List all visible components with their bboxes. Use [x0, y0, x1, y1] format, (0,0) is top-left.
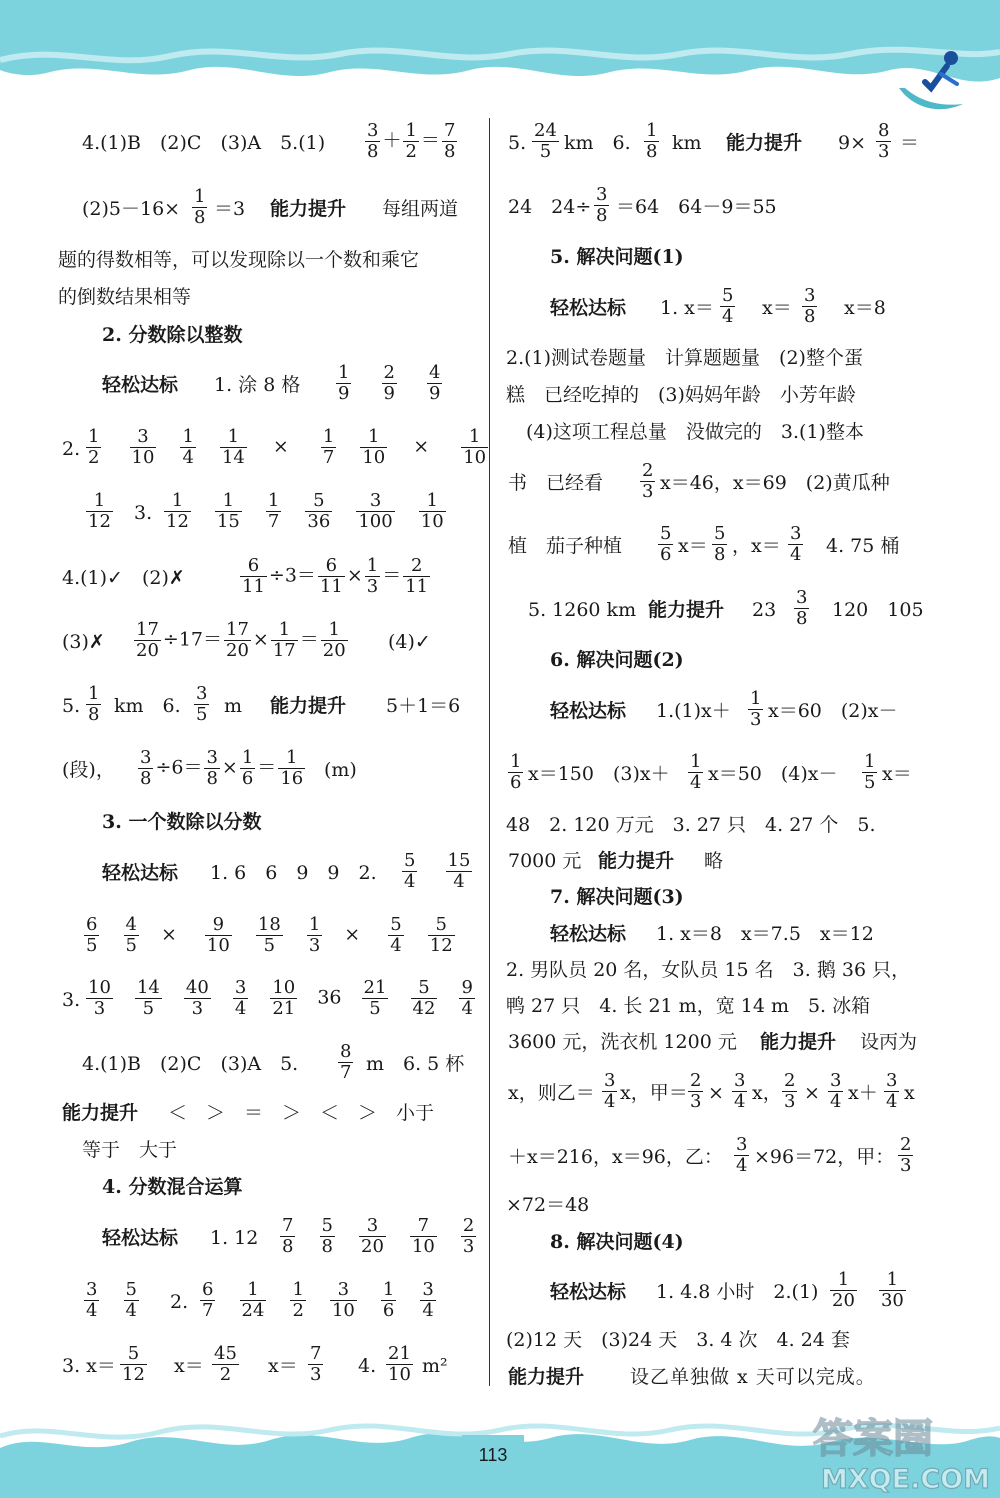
skier-logo-icon [895, 48, 967, 116]
answer-line: ×72＝48 [506, 1194, 590, 1216]
section-heading: 7. 解决问题(3) [550, 886, 684, 908]
basic-label: 轻松达标 [550, 1281, 627, 1303]
answer-line: 2.(1)测试卷题量 计算题题量 (2)整个蛋 [506, 347, 863, 369]
answer-line: 鸭 27 只 4. 长 21 m，宽 14 m 5. 冰箱 [506, 995, 871, 1017]
page-number: 113 [462, 1435, 524, 1475]
svg-text:答案圈: 答案圈 [813, 1416, 933, 1462]
answer-line: (4)这项工程总量 没做完的 3.(1)整本 [526, 421, 864, 443]
section-heading: 6. 解决问题(2) [550, 649, 684, 671]
watermark-logo-icon [795, 1400, 995, 1498]
basic-label: 轻松达标 [550, 700, 627, 722]
top-wave-decoration [0, 0, 1000, 115]
answer-line: (2)12 天 (3)24 天 3. 4 次 4. 24 套 [506, 1329, 850, 1351]
basic-label: 轻松达标 [550, 923, 627, 945]
ability-label: 能力提升 [270, 198, 347, 220]
ability-label: 能力提升 [270, 695, 347, 717]
column-divider [489, 118, 490, 1386]
answer-line: 的倒数结果相等 [58, 286, 192, 308]
ability-label: 能力提升 [62, 1102, 139, 1124]
section-heading: 5. 解决问题(1) [550, 246, 684, 268]
basic-label: 轻松达标 [102, 1227, 179, 1249]
answer-line: 题的得数相等，可以发现除以一个数和乘它 [58, 249, 420, 271]
basic-label: 轻松达标 [102, 374, 179, 396]
answer-line: 糕 已经吃掉的 (3)妈妈年龄 小芳年龄 [506, 384, 856, 406]
answer-line: 2. 男队员 20 名，女队员 15 名 3. 鹅 36 只， [506, 959, 911, 981]
ability-label: 能力提升 [648, 599, 725, 621]
ability-label: 能力提升 [760, 1031, 837, 1053]
section-heading: 3. 一个数除以分数 [102, 811, 262, 833]
ability-label: 能力提升 [508, 1366, 585, 1388]
ability-label: 能力提升 [726, 132, 803, 154]
section-heading: 8. 解决问题(4) [550, 1231, 684, 1253]
ability-label: 能力提升 [598, 850, 675, 872]
basic-label: 轻松达标 [550, 297, 627, 319]
section-heading: 4. 分数混合运算 [102, 1176, 243, 1198]
answer-line: 48 2. 120 万元 3. 27 只 4. 27 个 5. [506, 814, 876, 836]
basic-label: 轻松达标 [102, 862, 179, 884]
svg-text:MXQE.COM: MXQE.COM [821, 1464, 990, 1495]
section-heading: 2. 分数除以整数 [102, 324, 243, 346]
answer-line: 等于 大于 [82, 1139, 178, 1161]
